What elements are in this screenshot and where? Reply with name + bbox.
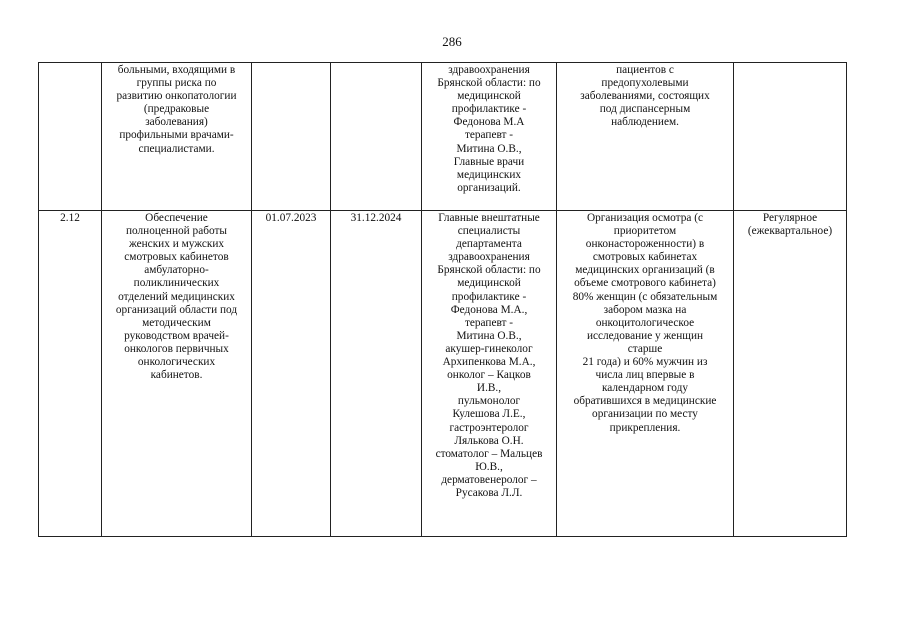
plan-table [38,62,847,537]
cell-responsible: здравоохранения Брянской области: по медицинской профилактике - Федонова М.А терапевт - Митина О.В., Главные врачи медицинских организаций. [422,63,557,211]
table-row [39,211,847,537]
cell-start-date [252,63,331,211]
cell-start-date: 01.07.2023 [252,211,331,537]
cell-number [39,63,102,211]
page-number: 286 [442,34,462,49]
cell-responsible: Главные внештатные специалисты департамента здравоохранения Брянской области: по медицинской профилактике - Федонова М.А., терапевт - Митина О.В., акушер-гинеколог Архипенкова М.А., онколог – Кацков И.В., пульмонолог Кулешова Л.Е., гастроэнтеролог Лялькова О.Н. стоматолог – Мальцев Ю.В., дерматовенеролог – Русакова Л.Л. [422,211,557,537]
cell-result: пациентов с предопухолевыми заболеваниями, состоящих под диспансерным наблюдением. [557,63,734,211]
cell-end-date: 31.12.2024 [331,211,422,537]
cell-frequency [734,63,847,211]
table-row [39,63,847,211]
cell-result: Организация осмотра (с приоритетом онконастороженности) в смотровых кабинетах медицинских организаций (в объеме смотрового кабинета) 80% женщин (с обязательным забором мазка на онкоцитологическое исследование у женщин старше 21 года) и 60% мужчин из числа лиц впервые в календарном году обратившихся в медицинские организации по месту прикрепления. [557,211,734,537]
cell-number: 2.12 [39,211,102,537]
cell-activity: Обеспечение полноценной работы женских и мужских смотровых кабинетов амбулаторно- поликлинических отделений медицинских организаций области под методическим руководством врачей- онкологов первичных онкологических кабинетов. [102,211,252,537]
cell-activity: больными, входящими в группы риска по развитию онкопатологии (предраковые заболевания) профильными врачами- специалистами. [102,63,252,211]
cell-end-date [331,63,422,211]
cell-frequency: Регулярное (ежеквартальное) [734,211,847,537]
